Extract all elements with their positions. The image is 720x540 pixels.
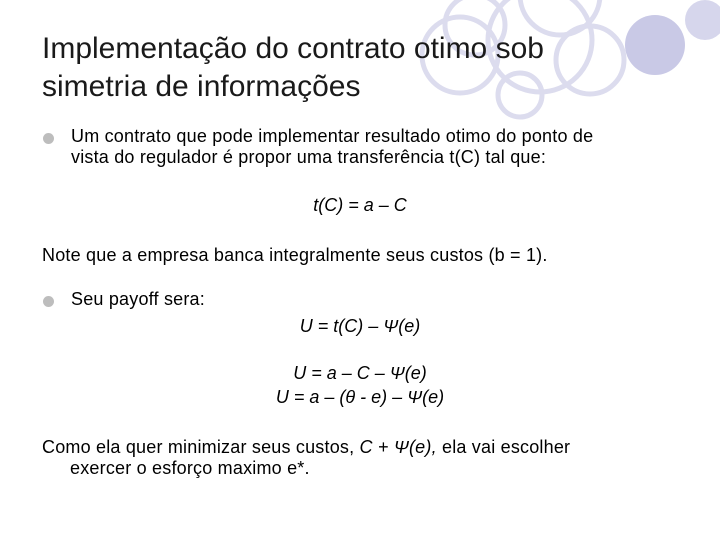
formula: U = a – C – Ψ(e) [293,363,427,383]
bullet-text: Seu payoff sera: [71,289,205,309]
closing-text [42,437,692,479]
note-text: Note que a empresa banca integralmente seus custos (b = 1). [42,245,548,265]
closing-text-part: ela vai escolher [436,437,571,457]
bullet-text-line: vista do regulador é propor uma transferência t(C) tal que: [71,147,547,167]
title-line: simetria de informações [42,70,361,103]
bullet-text [71,126,691,168]
closing-text-emphasis: C + Ψ(e), [359,437,437,457]
bullet-text-line: Um contrato que pode implementar resultado otimo do ponto de [71,126,594,146]
bullet-dot-icon [43,133,54,144]
closing-text-part: Como ela quer minimizar seus custos, [42,437,360,457]
formula: U = a – (θ - e) – Ψ(e) [275,387,445,407]
formula: U = t(C) – Ψ(e) [299,316,421,336]
slide-title [42,30,682,106]
closing-line: exercer o esforço maximo e*. [70,458,310,478]
closing-line [42,437,692,458]
formula: t(C) = a – C [313,195,407,215]
bullet-dot-icon [43,296,54,307]
title-line: Implementação do contrato otimo sob [42,32,544,65]
